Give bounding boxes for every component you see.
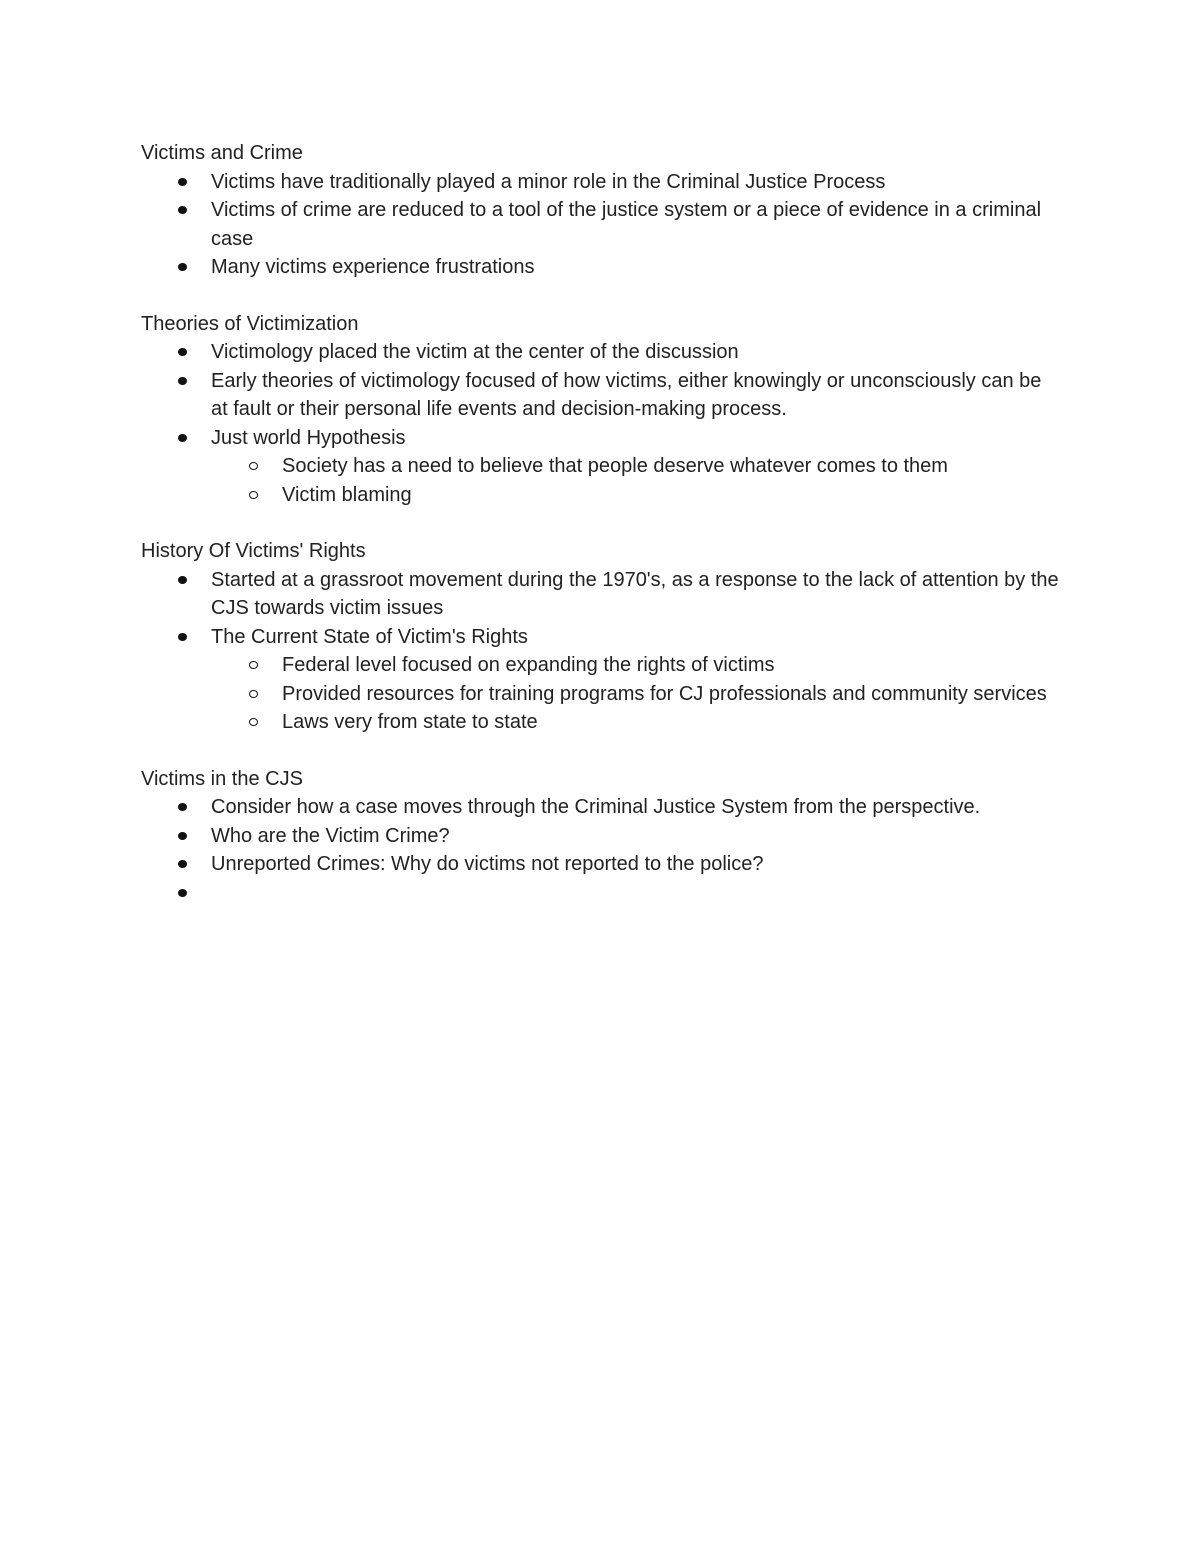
filled-bullet-icon (178, 178, 187, 186)
section-theories-of-victimization (141, 310, 1061, 510)
sub-list-item: Society has a need to believe that people deserve whatever comes to them (211, 452, 1061, 481)
filled-bullet-icon (178, 263, 187, 271)
filled-bullet-icon (178, 377, 187, 385)
empty-list-item (141, 879, 1061, 908)
section-title: Theories of Victimization (141, 312, 359, 335)
sub-list-item: Laws very from state to state (211, 708, 1061, 737)
sub-bullet-list (211, 651, 1061, 737)
list-item: The Current State of Victim's Rights Federal level focused on expanding the rights of victims Provided resources for training programs for CJ professionals and community services Laws very from state to state (141, 623, 1061, 737)
list-item: Consider how a case moves through the Criminal Justice System from the perspective. (141, 793, 1061, 822)
filled-bullet-icon (178, 206, 187, 214)
list-item: Early theories of victimology focused of how victims, either knowingly or unconsciously can be at fault or their personal life events and decision-making process. (141, 367, 1061, 424)
list-item: Victimology placed the victim at the center of the discussion (141, 338, 1061, 367)
hollow-bullet-icon (249, 718, 258, 726)
list-item: Who are the Victim Crime? (141, 822, 1061, 851)
bullet-list (141, 338, 1061, 509)
bullet-list (141, 168, 1061, 282)
section-history-of-victims-rights (141, 537, 1061, 737)
sub-list-item: Federal level focused on expanding the rights of victims (211, 651, 1061, 680)
section-title: Victims and Crime (141, 142, 303, 164)
filled-bullet-icon (178, 434, 187, 442)
hollow-bullet-icon (249, 462, 258, 470)
list-item: Just world Hypothesis Society has a need to believe that people deserve whatever comes to them Victim blaming (141, 424, 1061, 510)
section-victims-in-the-cjs (141, 765, 1061, 908)
filled-bullet-icon (178, 803, 187, 811)
bullet-list (141, 566, 1061, 737)
filled-bullet-icon (178, 860, 187, 868)
hollow-bullet-icon (249, 661, 258, 669)
list-item: Many victims experience frustrations (141, 253, 1061, 282)
filled-bullet-icon (178, 889, 187, 897)
section-title: History Of Victims' Rights (141, 540, 366, 562)
hollow-bullet-icon (249, 491, 258, 499)
filled-bullet-icon (178, 633, 187, 641)
hollow-bullet-icon (249, 690, 258, 698)
list-item: Victims of crime are reduced to a tool of the justice system or a piece of evidence in a criminal case (141, 196, 1061, 253)
bullet-list (141, 793, 1061, 907)
filled-bullet-icon (178, 576, 187, 584)
filled-bullet-icon (178, 832, 187, 840)
sub-list-item: Provided resources for training programs for CJ professionals and community services (211, 680, 1061, 709)
section-victims-and-crime (141, 139, 1061, 282)
filled-bullet-icon (178, 348, 187, 356)
list-item: Victims have traditionally played a minor role in the Criminal Justice Process (141, 168, 1061, 197)
sub-bullet-list (211, 452, 1061, 509)
section-title: Victims in the CJS (141, 767, 303, 790)
list-item: Started at a grassroot movement during the 1970's, as a response to the lack of attention by the CJS towards victim issues (141, 566, 1061, 623)
list-item: Unreported Crimes: Why do victims not reported to the police? (141, 850, 1061, 879)
document-body (141, 139, 1061, 935)
sub-list-item: Victim blaming (211, 481, 1061, 510)
